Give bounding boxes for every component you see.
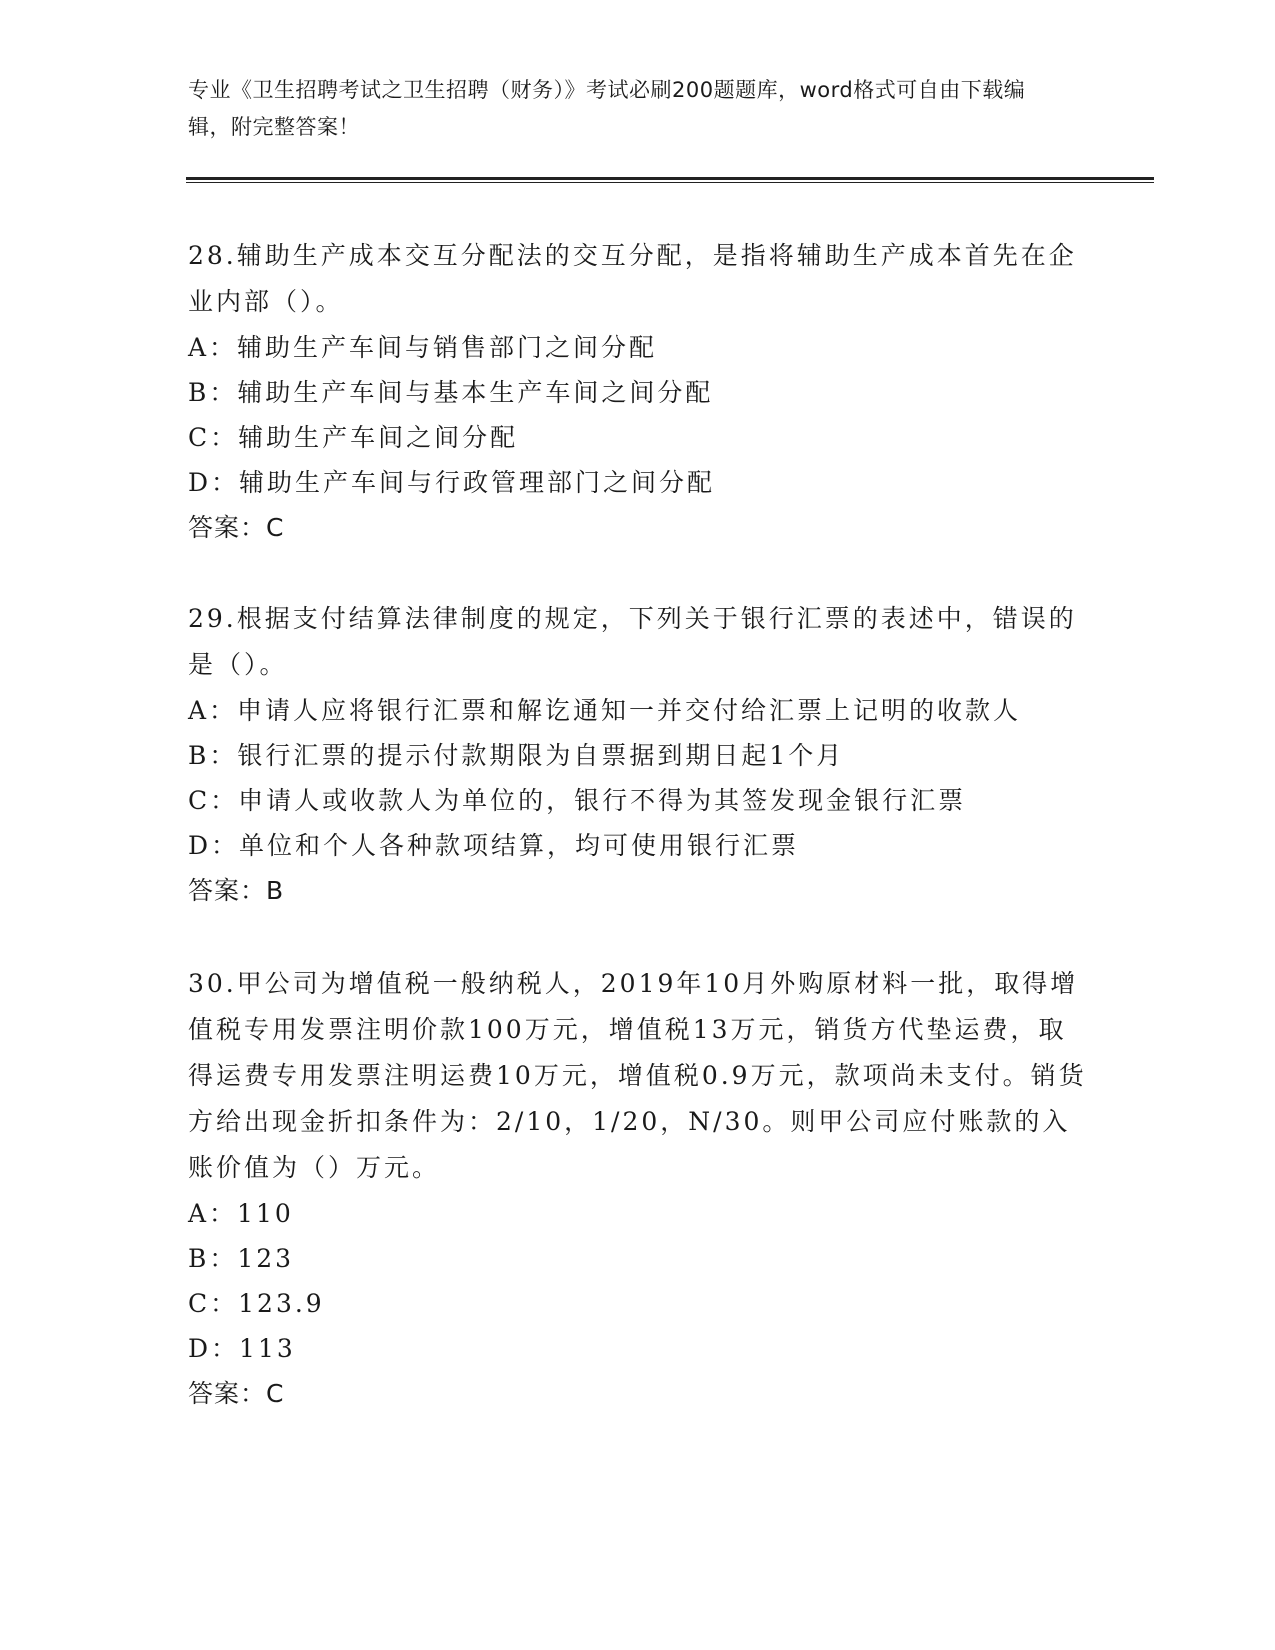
option-a: A：110 [188, 1199, 294, 1228]
question-30 [188, 961, 1088, 1416]
option-c: C：123.9 [188, 1289, 325, 1318]
question-stem: 30.甲公司为增值税一般纳税人，2019年10月外购原材料一批，取得增值税专用发票注明价款100万元，增值税13万元，销货方代垫运费，取得运费专用发票注明运费10万元，增值税0.9万元，款项尚未支付。销货方给出现金折扣条件为：2/10，1/20，N/30。则甲公司应付账款的入账价值为（）万元。 [188, 969, 1087, 1182]
answer-label: 答案：B [188, 876, 285, 905]
question-29 [188, 596, 1088, 913]
answer-label: 答案：C [188, 513, 285, 542]
option-d: D：113 [188, 1334, 296, 1363]
header-divider-thick [186, 177, 1154, 180]
question-28 [188, 233, 1088, 550]
option-c: C：申请人或收款人为单位的，银行不得为其签发现金银行汇票 [188, 786, 967, 815]
option-c: C：辅助生产车间之间分配 [188, 423, 519, 452]
option-d: D：单位和个人各种款项结算，均可使用银行汇票 [188, 831, 800, 860]
option-a: A：辅助生产车间与销售部门之间分配 [188, 333, 658, 362]
option-b: B：银行汇票的提示付款期限为自票据到期日起1个月 [188, 741, 845, 770]
question-stem: 28.辅助生产成本交互分配法的交互分配，是指将辅助生产成本首先在企业内部（）。 [188, 241, 1077, 316]
question-stem: 29.根据支付结算法律制度的规定，下列关于银行汇票的表述中，错误的是（）。 [188, 604, 1077, 679]
option-b: B：123 [188, 1244, 295, 1273]
answer-label: 答案：C [188, 1379, 285, 1408]
option-d: D：辅助生产车间与行政管理部门之间分配 [188, 468, 716, 497]
option-b: B：辅助生产车间与基本生产车间之间分配 [188, 378, 714, 407]
option-a: A：申请人应将银行汇票和解讫通知一并交付给汇票上记明的收款人 [188, 696, 1022, 725]
document-header: 专业《卫生招聘考试之卫生招聘（财务）》考试必刷200题题库，word格式可自由下载编辑，附完整答案！ [188, 78, 1026, 139]
header-divider-thin [186, 182, 1154, 183]
